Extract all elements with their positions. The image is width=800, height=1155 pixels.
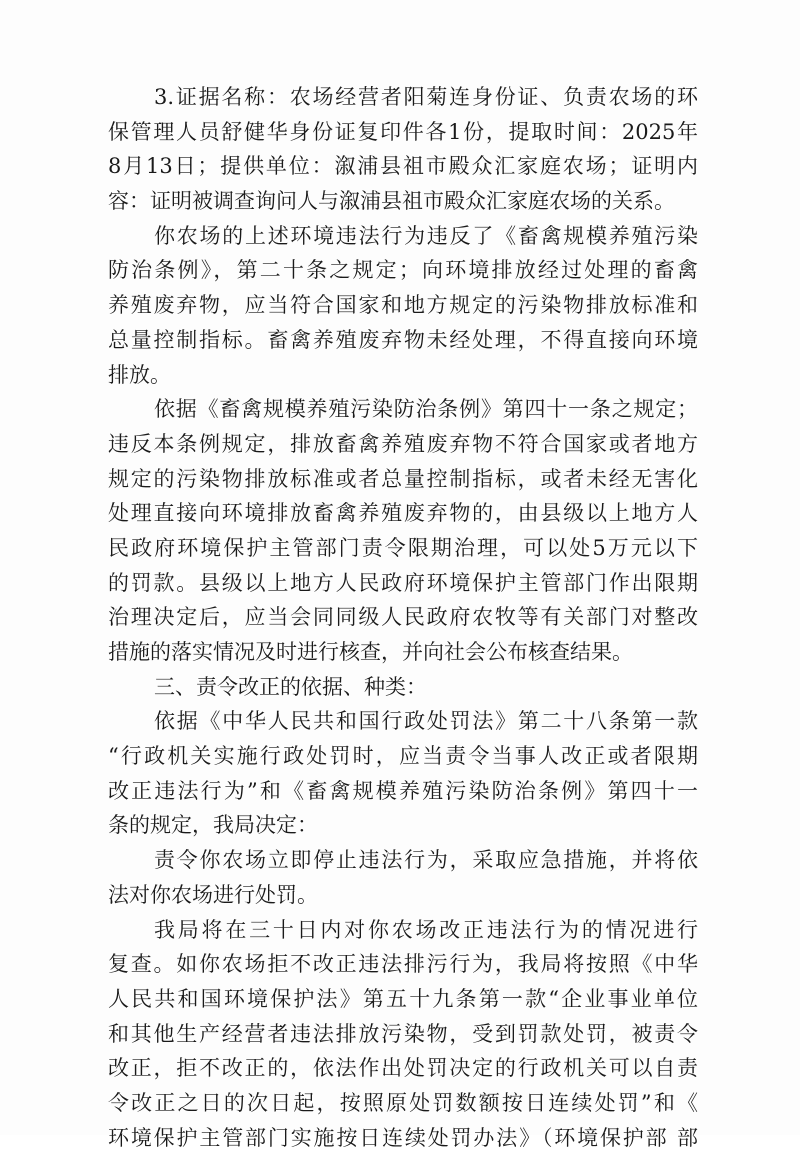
text-line: 改正违法行为”和《畜禽规模养殖污染防治条例》第四十一 <box>108 778 698 803</box>
text-line: 你农场的上述环境违法行为违反了《畜禽规模养殖污染 <box>154 223 698 248</box>
text-line: 民政府环境保护主管部门责令限期治理，可以处5万元以下 <box>108 535 698 560</box>
text-line: 容：证明被调查询问人与溆浦县祖市殿众汇家庭农场的关系。 <box>108 189 675 214</box>
section-heading: 三、责令改正的依据、种类： <box>154 674 427 699</box>
text-line: 排放。 <box>108 362 171 387</box>
text-line: 责令你农场立即停止违法行为，采取应急措施，并将依 <box>154 848 698 873</box>
text-line: 养殖废弃物，应当符合国家和地方规定的污染物排放标准和 <box>108 293 698 318</box>
text-line: 依据《中华人民共和国行政处罚法》第二十八条第一款 <box>154 709 698 734</box>
text-line: 和其他生产经营者违法排放污染物，受到罚款处罚，被责令 <box>108 1021 698 1046</box>
text-line: 8月13日；提供单位：溆浦县祖市殿众汇家庭农场；证明内 <box>108 154 698 179</box>
text-line: 环境保护主管部门实施按日连续处罚办法》（环境保护部 部 <box>108 1125 698 1150</box>
text-line: 令改正之日的次日起，按照原处罚数额按日连续处罚”和《 <box>108 1090 698 1115</box>
text-line: 治理决定后，应当会同同级人民政府农牧等有关部门对整改 <box>108 605 698 630</box>
text-line: 法对你农场进行处罚。 <box>108 882 318 907</box>
text-line: 复查。如你农场拒不改正违法排污行为，我局将按照《中华 <box>108 952 698 977</box>
text-line: 规定的污染物排放标准或者总量控制指标，或者未经无害化 <box>108 466 698 491</box>
text-line: 违反本条例规定，排放畜禽养殖废弃物不符合国家或者地方 <box>108 431 698 456</box>
text-line: 依据《畜禽规模养殖污染防治条例》第四十一条之规定； <box>154 397 698 422</box>
text-line: “行政机关实施行政处罚时，应当责令当事人改正或者限期 <box>108 744 698 769</box>
text-line: 的罚款。县级以上地方人民政府环境保护主管部门作出限期 <box>108 570 698 595</box>
text-line: 总量控制指标。畜禽养殖废弃物未经处理，不得直接向环境 <box>108 327 698 352</box>
text-line: 3.证据名称：农场经营者阳菊连身份证、负责农场的环 <box>154 85 698 109</box>
text-line: 保管理人员舒健华身份证复印件各1份，提取时间：2025年 <box>108 119 698 144</box>
text-line: 改正，拒不改正的，依法作出处罚决定的行政机关可以自责 <box>108 1056 698 1081</box>
text-line: 处理直接向环境排放畜禽养殖废弃物的，由县级以上地方人 <box>108 501 698 526</box>
document-body <box>108 80 698 1155</box>
text-line: 我局将在三十日内对你农场改正违法行为的情况进行 <box>154 917 698 942</box>
text-line: 防治条例》，第二十条之规定；向环境排放经过处理的畜禽 <box>108 258 698 283</box>
text-line: 措施的落实情况及时进行核查，并向社会公布核查结果。 <box>108 640 633 664</box>
text-line: 条的规定，我局决定： <box>108 813 318 838</box>
text-line: 人民共和国环境保护法》第五十九条第一款“企业事业单位 <box>108 986 698 1011</box>
